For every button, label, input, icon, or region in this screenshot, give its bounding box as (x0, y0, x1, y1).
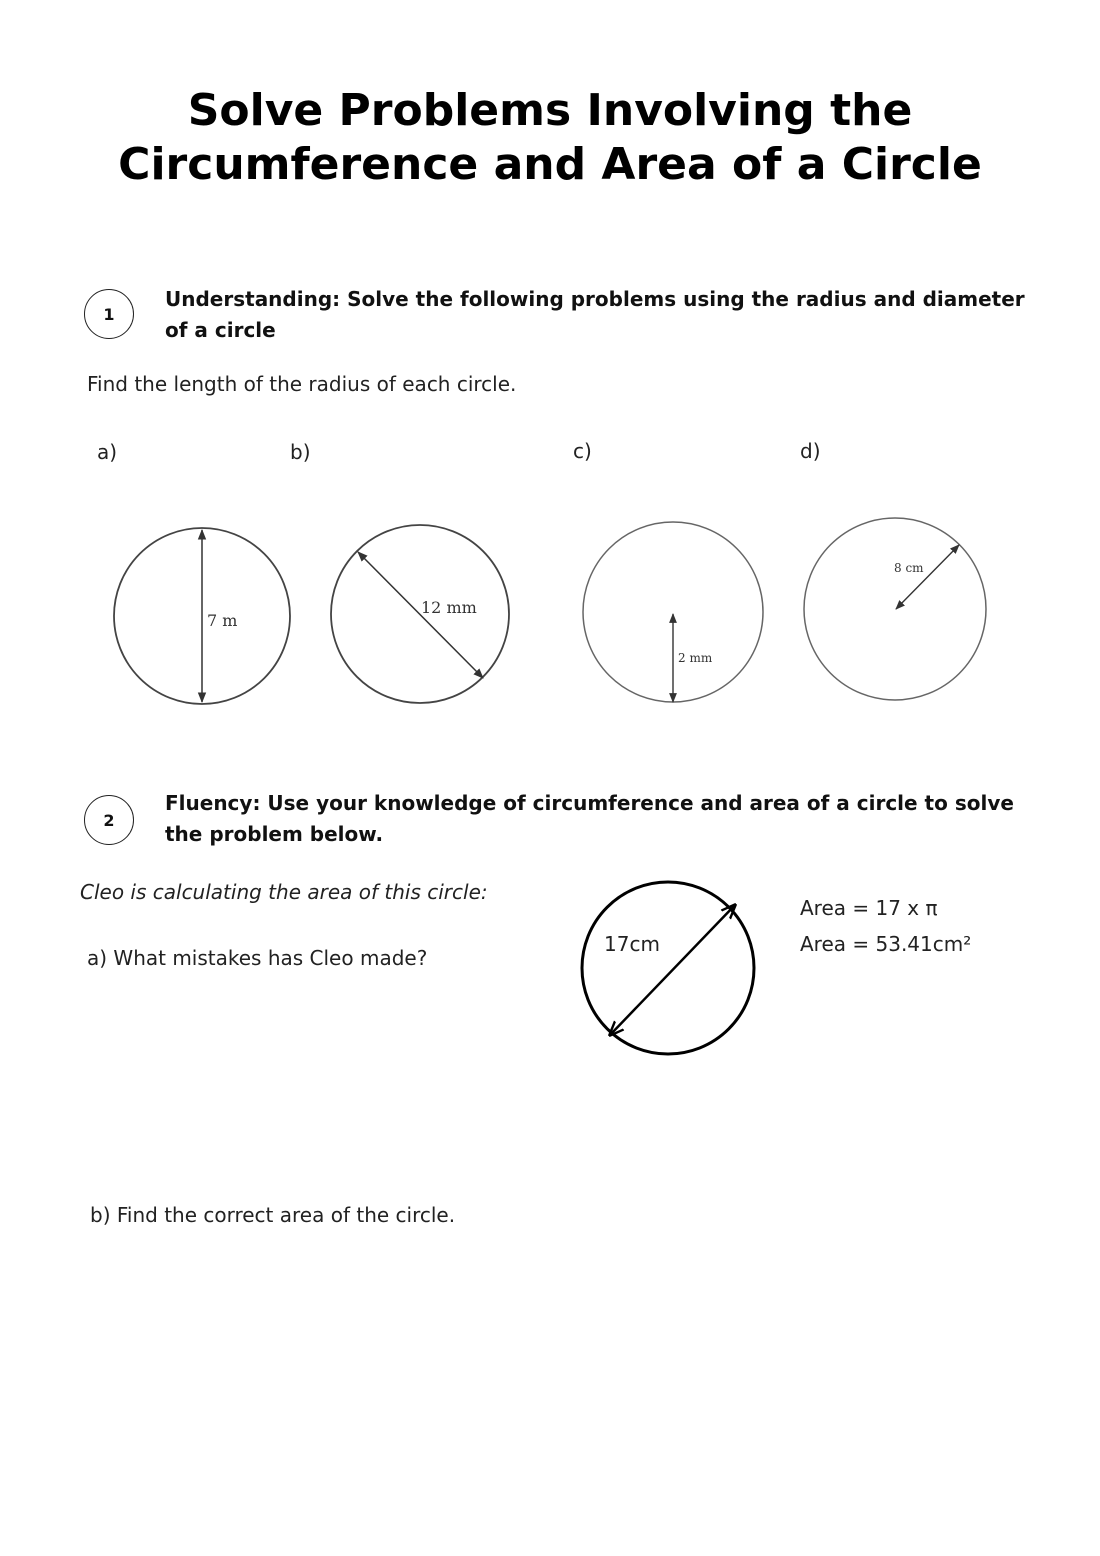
section-2-heading-line-2: the problem below. (165, 822, 384, 846)
page-title (0, 84, 1100, 192)
measure-label-b: 12 mm (421, 598, 477, 617)
question-number-1: 1 (103, 304, 115, 324)
page-title-line-1: Solve Problems Involving the (187, 85, 913, 136)
question-number-badge-1 (84, 289, 134, 339)
part-label-d: d) (800, 439, 821, 463)
circle-diagram-b (320, 515, 520, 715)
part-label-b: b) (290, 440, 311, 464)
section-1-instruction: Find the length of the radius of each circle. (87, 372, 517, 396)
measure-label-a: 7 m (207, 611, 238, 630)
circle-diagram-c (570, 510, 780, 720)
cleo-work-line-2: Area = 53.41cm² (800, 932, 972, 956)
question-a: a) What mistakes has Cleo made? (87, 946, 428, 970)
circle-diagram-d (792, 505, 1002, 715)
question-number-2: 2 (103, 810, 115, 830)
cleo-circle-label: 17cm (604, 932, 660, 956)
cleo-work-line-1: Area = 17 x π (800, 896, 938, 920)
measure-label-d: 8 cm (894, 561, 924, 575)
measure-label-c: 2 mm (678, 651, 713, 665)
part-label-c: c) (573, 439, 592, 463)
question-b: b) Find the correct area of the circle. (90, 1203, 456, 1227)
section-1-heading-line-2: of a circle (165, 318, 276, 342)
section-2-intro: Cleo is calculating the area of this circle: (80, 880, 488, 904)
circle-diagram-a (100, 515, 300, 715)
section-2-heading (165, 788, 1045, 850)
part-label-a: a) (97, 440, 118, 464)
question-number-badge-2 (84, 795, 134, 845)
page-title-line-2: Circumference and Area of a Circle (118, 139, 982, 190)
cleo-circle-diagram (570, 870, 770, 1070)
section-1-heading-line-1: Understanding: Solve the following problems using the radius and diameter (165, 287, 1025, 311)
section-2-heading-line-1: Fluency: Use your knowledge of circumference and area of a circle to solve (165, 791, 1014, 815)
section-1-heading (165, 284, 1045, 346)
